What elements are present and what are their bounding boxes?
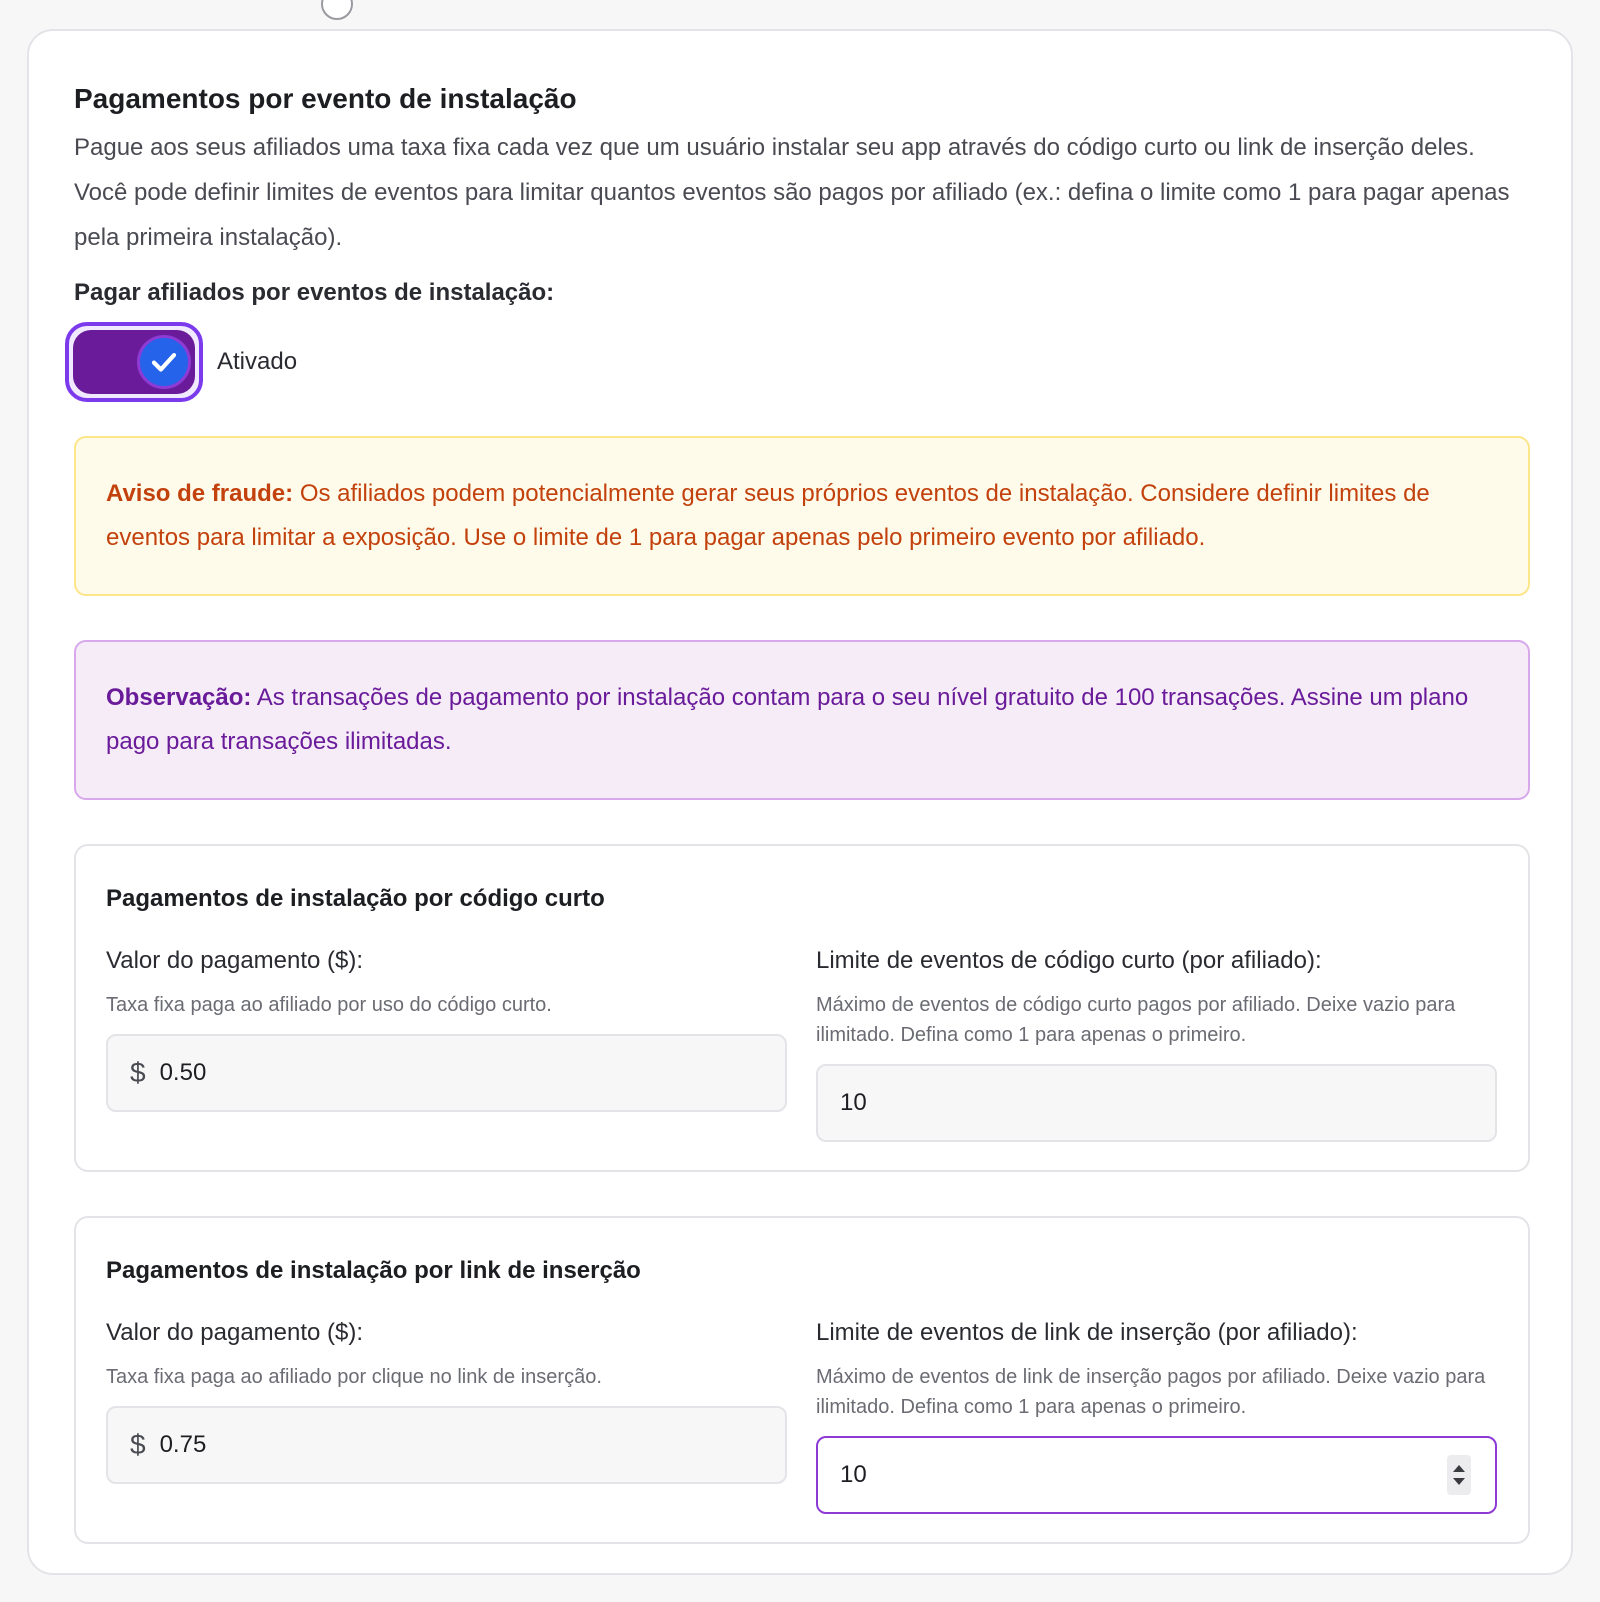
currency-prefix: $ [130, 1057, 146, 1088]
short-code-limit-field [816, 944, 1497, 1142]
section-description: Pague aos seus afiliados uma taxa fixa cada vez que um usuário instalar seu app através do código curto ou link de inserção deles. Você pode definir limites de eventos para limitar quantos eventos são pagos por afiliado (ex.: defina o limite como 1 para pagar apenas pela primeira instalação). [74, 134, 1510, 251]
short-code-amount-label: Valor do pagamento ($): [106, 947, 364, 974]
check-icon [149, 347, 179, 377]
embed-link-limit-label: Limite de eventos de link de inserção (por afiliado): [816, 1319, 1358, 1346]
short-code-amount-input[interactable] [106, 1034, 787, 1112]
embed-link-title: Pagamentos de instalação por link de inserção [106, 1257, 641, 1284]
spinner-up-icon[interactable] [1453, 1465, 1465, 1472]
toggle-track [73, 330, 195, 394]
short-code-fields [106, 944, 1498, 1142]
install-payments-toggle[interactable] [65, 322, 203, 402]
toggle-status: Ativado [217, 348, 298, 375]
short-code-amount-value: 0.50 [159, 1059, 207, 1086]
embed-link-limit-input[interactable] [816, 1436, 1497, 1514]
short-code-limit-value: 10 [840, 1089, 867, 1116]
embed-link-amount-input[interactable] [106, 1406, 787, 1484]
embed-link-amount-value: 0.75 [159, 1431, 207, 1458]
spinner-down-icon[interactable] [1453, 1478, 1465, 1485]
currency-prefix: $ [130, 1429, 146, 1460]
embed-link-fields [106, 1316, 1498, 1514]
short-code-title: Pagamentos de instalação por código curto [106, 885, 605, 912]
note-prefix: Observação: [106, 684, 252, 711]
fraud-warning-prefix: Aviso de fraude: [106, 480, 294, 507]
short-code-limit-label: Limite de eventos de código curto (por afiliado): [816, 947, 1322, 974]
fraud-warning-text: Os afiliados podem potencialmente gerar seus próprios eventos de instalação. Considere definir limites de eventos para limitar a exposição. Use o limite de 1 para pagar apenas pelo primeiro evento por afiliado. [106, 480, 1430, 551]
embed-link-amount-help: Taxa fixa paga ao afiliado por clique no link de inserção. [106, 1366, 602, 1388]
fraud-warning-alert [74, 436, 1530, 596]
embed-link-limit-value: 10 [840, 1461, 867, 1488]
number-spinner[interactable] [1447, 1455, 1471, 1495]
short-code-limit-help: Máximo de eventos de código curto pagos por afiliado. Deixe vazio para ilimitado. Defina como 1 para apenas o primeiro. [816, 994, 1456, 1046]
install-payments-card [27, 29, 1573, 1575]
embed-link-limit-field [816, 1316, 1497, 1514]
section-title: Pagamentos por evento de instalação [74, 83, 577, 114]
toggle-thumb [137, 335, 191, 389]
short-code-amount-field [106, 944, 787, 1112]
short-code-limit-input[interactable] [816, 1064, 1497, 1142]
embed-link-amount-field [106, 1316, 787, 1484]
embed-link-amount-label: Valor do pagamento ($): [106, 1319, 364, 1346]
note-text: As transações de pagamento por instalação contam para o seu nível gratuito de 100 transações. Assine um plano pago para transações ilimitadas. [106, 684, 1469, 755]
short-code-card [74, 844, 1530, 1172]
short-code-amount-help: Taxa fixa paga ao afiliado por uso do código curto. [106, 994, 552, 1016]
toggle-row [65, 322, 1526, 402]
top-radio-circle[interactable] [321, 0, 353, 20]
note-alert [74, 640, 1530, 800]
toggle-label: Pagar afiliados por eventos de instalação: [74, 279, 555, 306]
embed-link-card [74, 1216, 1530, 1544]
embed-link-limit-help: Máximo de eventos de link de inserção pagos por afiliado. Deixe vazio para ilimitado. Defina como 1 para apenas o primeiro. [816, 1366, 1486, 1418]
